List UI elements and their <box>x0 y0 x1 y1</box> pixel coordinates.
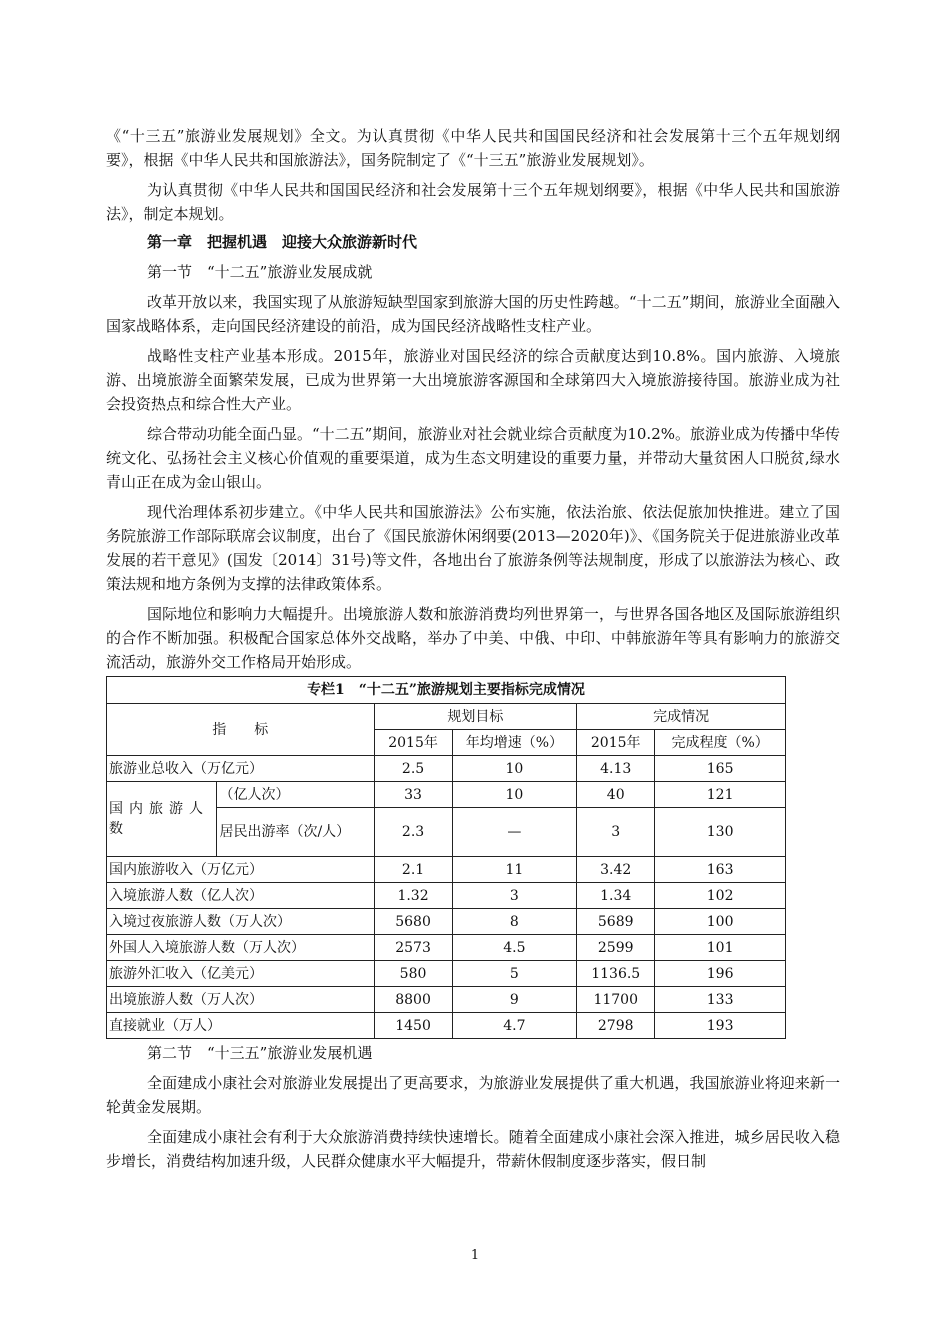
paragraph: 《“十三五”旅游业发展规划》全文。为认真贯彻《中华人民共和国国民经济和社会发展第十三个五年规划纲要》，根据《中华人民共和国旅游法》，国务院制定了《“十三五”旅游业发展规划》。 <box>106 127 840 169</box>
paragraph: 综合带动功能全面凸显。“十二五”期间，旅游业对社会就业综合贡献度为10.2%。旅游业成为传播中华传统文化、弘扬社会主义核心价值观的重要渠道，成为生态文明建设的重要力量，并带动大量贫困人口脱贫,绿水青山正在成为金山银山。 <box>106 425 840 491</box>
table-row: 旅游外汇收入（亿美元） 580 5 1136.5 196 <box>107 961 786 987</box>
document-body <box>106 124 840 1173</box>
table-caption: 专栏1 “十二五”旅游规划主要指标完成情况 <box>107 677 786 704</box>
header-plan-2015: 2015年 <box>374 730 452 756</box>
paragraph: 战略性支柱产业基本形成。2015年，旅游业对国民经济的综合贡献度达到10.8%。国内旅游、入境旅游、出境旅游全面繁荣发展，已成为世界第一大出境旅游客源国和全球第四大入境旅游接待国。旅游业成为社会投资热点和综合性大产业。 <box>106 347 840 413</box>
paragraph: 为认真贯彻《中华人民共和国国民经济和社会发展第十三个五年规划纲要》，根据《中华人民共和国旅游法》，制定本规划。 <box>106 181 840 223</box>
paragraph: 现代治理体系初步建立。《中华人民共和国旅游法》公布实施，依法治旅、依法促旅加快推进。建立了国务院旅游工作部际联席会议制度，出台了《国民旅游休闲纲要(2013—2020年)》、《国务院关于促进旅游业改革发展的若干意见》(国发〔2014〕31号)等文件，各地出台了旅游条例等法规制度，形成了以旅游法为核心、政策法规和地方条例为支撑的法律政策体系。 <box>106 503 840 593</box>
header-completion: 完成情况 <box>577 704 786 730</box>
header-completion-degree: 完成程度（%） <box>655 730 786 756</box>
indicator-table <box>106 676 786 1039</box>
paragraph: 全面建成小康社会有利于大众旅游消费持续快速增长。随着全面建成小康社会深入推进，城乡居民收入稳步增长，消费结构加速升级，人民群众健康水平大幅提升，带薪休假制度逐步落实，假日制 <box>106 1128 840 1170</box>
table-row: 入境过夜旅游人数（万人次） 5680 8 5689 100 <box>107 909 786 935</box>
header-done-2015: 2015年 <box>577 730 655 756</box>
table-row: 直接就业（万人） 1450 4.7 2798 193 <box>107 1013 786 1039</box>
chapter-heading: 第一章 把握机遇 迎接大众旅游新时代 <box>147 233 418 251</box>
table-row: 外国人入境旅游人数（万人次） 2573 4.5 2599 101 <box>107 935 786 961</box>
table-row: 入境旅游人数（亿人次） 1.32 3 1.34 102 <box>107 883 786 909</box>
header-plan-target: 规划目标 <box>374 704 577 730</box>
table-row: 出境旅游人数（万人次） 8800 9 11700 133 <box>107 987 786 1013</box>
table-row: 旅游业总收入（万亿元） 2.5 10 4.13 165 <box>107 756 786 782</box>
header-indicator: 指 标 <box>107 704 375 756</box>
domestic-group-label: 国内旅游人数 <box>107 782 217 857</box>
table-row: 国内旅游人数 （亿人次） 33 10 40 121 <box>107 782 786 808</box>
page-number: 1 <box>470 1248 480 1263</box>
paragraph: 国际地位和影响力大幅提升。出境旅游人数和旅游消费均列世界第一，与世界各国各地区及国际旅游组织的合作不断加强。积极配合国家总体外交战略，举办了中美、中俄、中印、中韩旅游年等具有影响力的旅游交流活动，旅游外交工作格局开始形成。 <box>106 605 840 671</box>
section-heading: 第一节 “十二五”旅游业发展成就 <box>147 263 373 281</box>
section-heading: 第二节 “十三五”旅游业发展机遇 <box>147 1044 373 1062</box>
table-row: 居民出游率（次/人） 2.3 — 3 130 <box>107 808 786 857</box>
header-annual-growth: 年均增速（%） <box>452 730 577 756</box>
table-row: 国内旅游收入（万亿元） 2.1 11 3.42 163 <box>107 857 786 883</box>
paragraph: 全面建成小康社会对旅游业发展提出了更高要求，为旅游业发展提供了重大机遇，我国旅游业将迎来新一轮黄金发展期。 <box>106 1074 840 1116</box>
paragraph: 改革开放以来，我国实现了从旅游短缺型国家到旅游大国的历史性跨越。“十二五”期间，旅游业全面融入国家战略体系，走向国民经济建设的前沿，成为国民经济战略性支柱产业。 <box>106 293 840 335</box>
